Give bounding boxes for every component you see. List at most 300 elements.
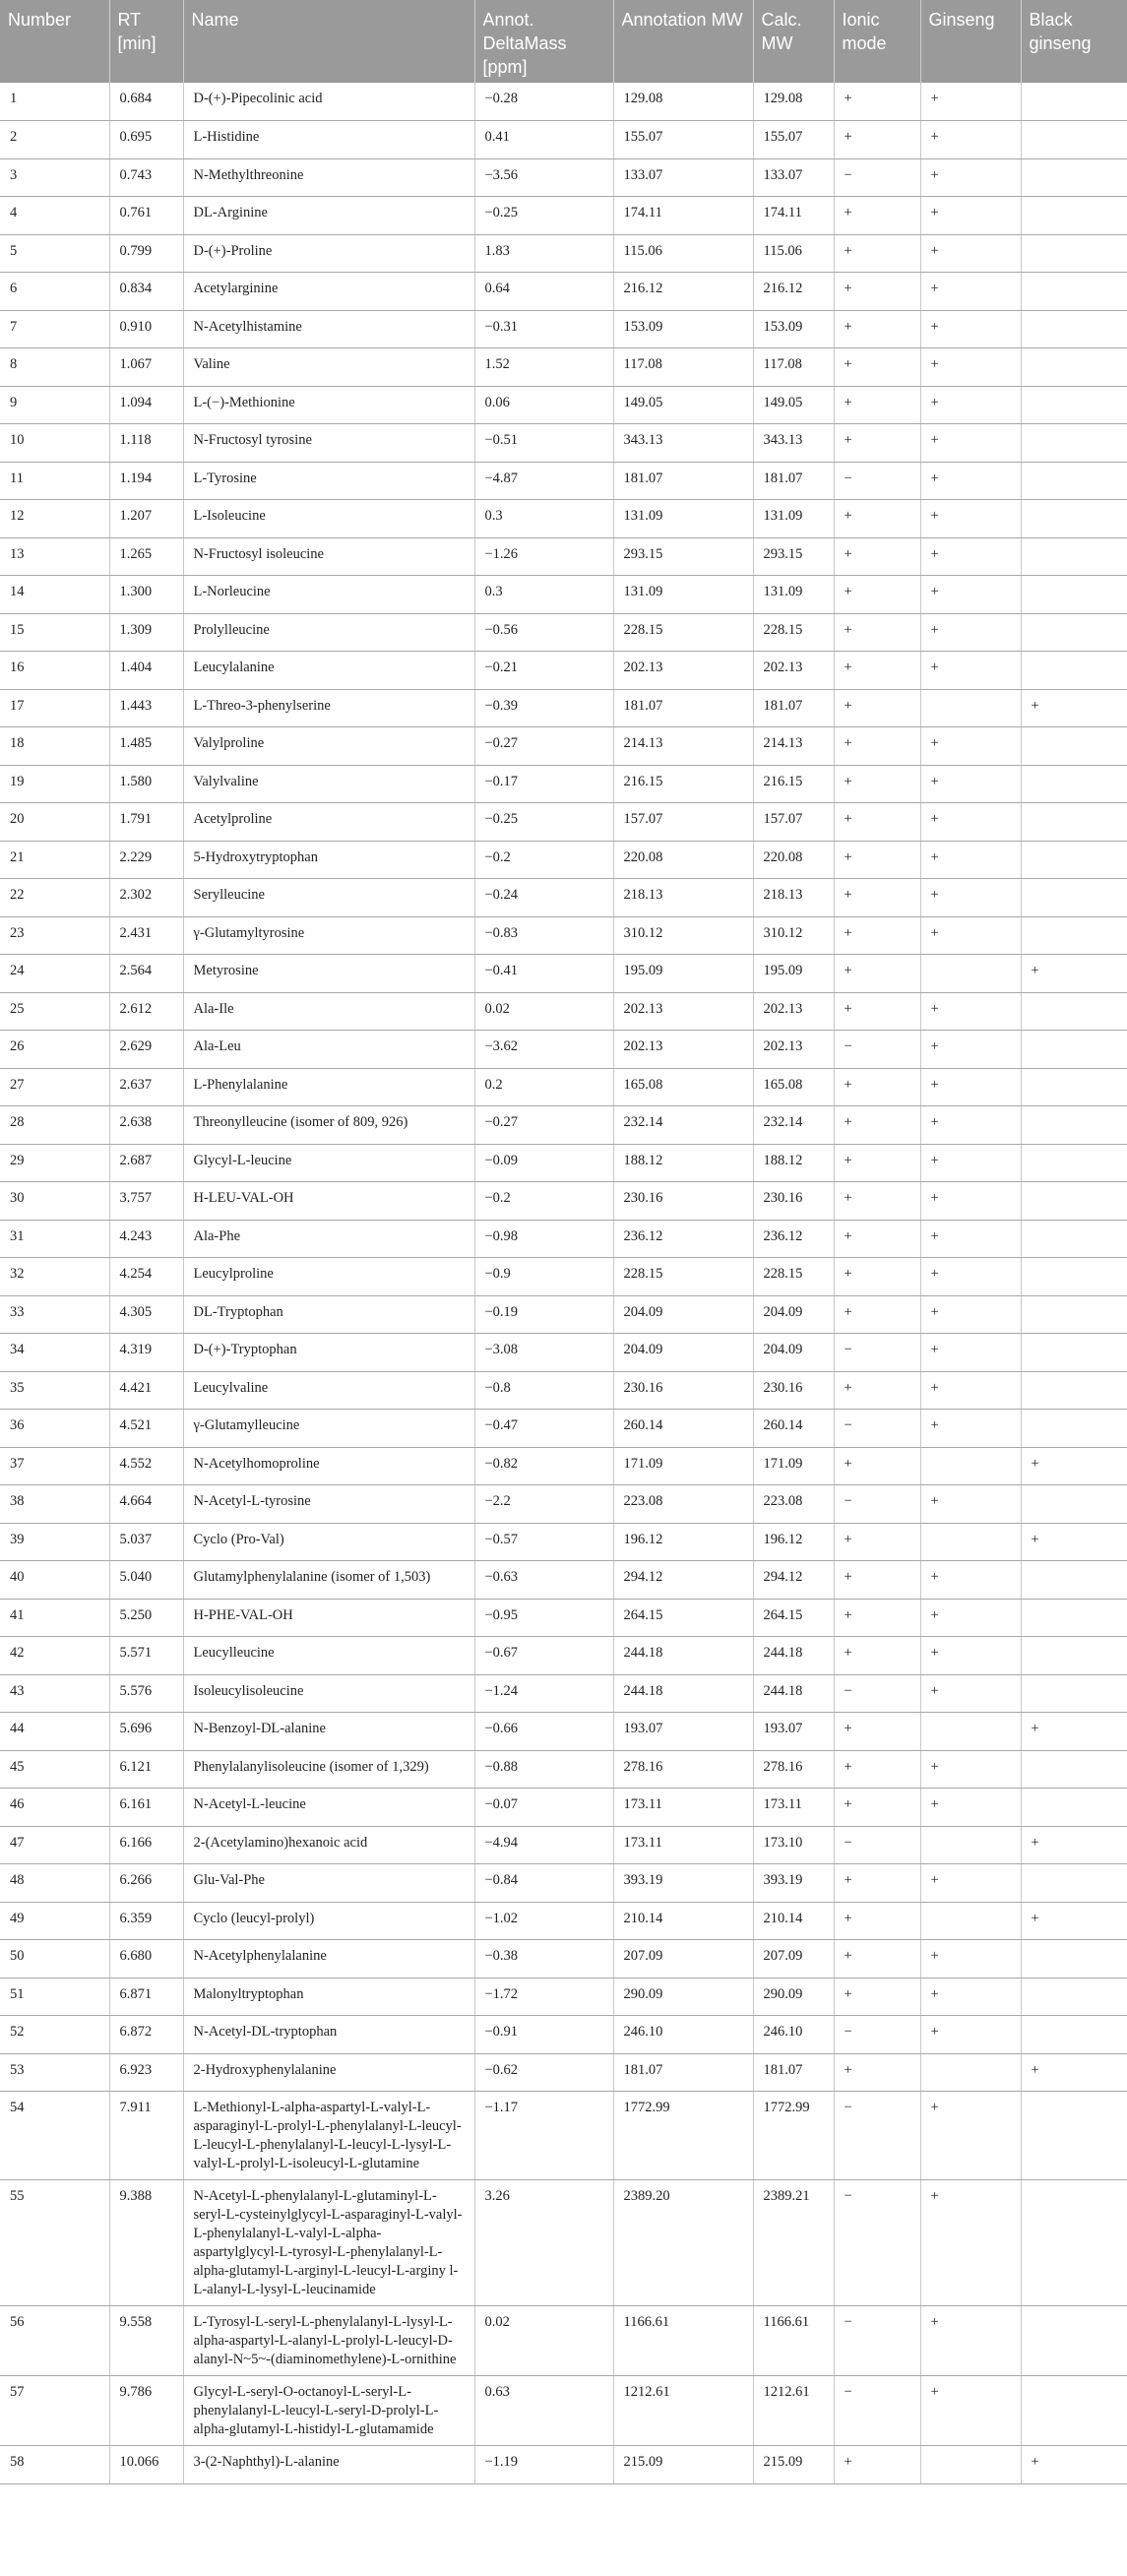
- cell-black: +: [1021, 1713, 1127, 1751]
- cell-ionic: +: [834, 1182, 920, 1221]
- cell-delta: −0.41: [474, 955, 613, 993]
- cell-black: +: [1021, 2446, 1127, 2484]
- table-row: [0, 537, 1127, 576]
- table-row: [0, 1674, 1127, 1713]
- cell-black: [1021, 879, 1127, 917]
- cell-name: Acetylarginine: [183, 273, 474, 311]
- cell-number: 35: [0, 1371, 109, 1410]
- cell-ginseng: +: [920, 386, 1021, 424]
- cell-ionic: +: [834, 1523, 920, 1561]
- cell-amw: 1212.61: [613, 2376, 753, 2446]
- cell-delta: −3.62: [474, 1031, 613, 1069]
- cell-black: +: [1021, 1523, 1127, 1561]
- column-header-delta: Annot. DeltaMass [ppm]: [474, 0, 613, 83]
- cell-amw: 181.07: [613, 462, 753, 500]
- cell-ionic: +: [834, 1258, 920, 1296]
- cell-delta: −1.72: [474, 1978, 613, 2016]
- cell-number: 15: [0, 613, 109, 652]
- cell-black: +: [1021, 2053, 1127, 2092]
- cell-cmw: 195.09: [753, 955, 834, 993]
- cell-delta: 0.2: [474, 1068, 613, 1106]
- cell-name: Serylleucine: [183, 879, 474, 917]
- cell-cmw: 181.07: [753, 2053, 834, 2092]
- cell-ginseng: +: [920, 348, 1021, 387]
- cell-delta: −0.25: [474, 197, 613, 235]
- cell-ginseng: +: [920, 1031, 1021, 1069]
- cell-amw: 174.11: [613, 197, 753, 235]
- cell-ginseng: +: [920, 652, 1021, 690]
- cell-ginseng: [920, 689, 1021, 727]
- cell-name: γ-Glutamyltyrosine: [183, 916, 474, 955]
- cell-delta: −0.21: [474, 652, 613, 690]
- cell-amw: 115.06: [613, 234, 753, 273]
- cell-cmw: 244.18: [753, 1674, 834, 1713]
- cell-black: +: [1021, 1826, 1127, 1864]
- cell-black: +: [1021, 1447, 1127, 1485]
- cell-number: 27: [0, 1068, 109, 1106]
- cell-cmw: 1166.61: [753, 2306, 834, 2376]
- table-row: [0, 879, 1127, 917]
- cell-name: D-(+)-Proline: [183, 234, 474, 273]
- cell-rt: 4.552: [109, 1447, 183, 1485]
- cell-ionic: +: [834, 1713, 920, 1751]
- cell-number: 50: [0, 1940, 109, 1979]
- cell-ionic: +: [834, 273, 920, 311]
- table-row: [0, 2053, 1127, 2092]
- cell-black: [1021, 273, 1127, 311]
- cell-number: 52: [0, 2016, 109, 2054]
- cell-rt: 5.250: [109, 1599, 183, 1637]
- table-row: [0, 1068, 1127, 1106]
- cell-black: [1021, 916, 1127, 955]
- column-header-black: Black ginseng: [1021, 0, 1127, 83]
- cell-name: N-Acetylphenylalanine: [183, 1940, 474, 1979]
- cell-ginseng: [920, 955, 1021, 993]
- cell-black: [1021, 2016, 1127, 2054]
- cell-delta: −0.2: [474, 1182, 613, 1221]
- cell-ginseng: +: [920, 2376, 1021, 2446]
- cell-rt: 5.037: [109, 1523, 183, 1561]
- cell-delta: 1.52: [474, 348, 613, 387]
- cell-ginseng: [920, 1713, 1021, 1751]
- cell-amw: 230.16: [613, 1182, 753, 1221]
- cell-black: [1021, 1031, 1127, 1069]
- table-body: [0, 83, 1127, 2483]
- cell-delta: −0.39: [474, 689, 613, 727]
- cell-amw: 246.10: [613, 2016, 753, 2054]
- cell-ginseng: +: [920, 1978, 1021, 2016]
- cell-number: 24: [0, 955, 109, 993]
- cell-rt: 6.121: [109, 1750, 183, 1789]
- cell-cmw: 343.13: [753, 424, 834, 463]
- cell-rt: 6.359: [109, 1902, 183, 1940]
- table-row: [0, 576, 1127, 614]
- cell-ginseng: +: [920, 2180, 1021, 2306]
- cell-name: Isoleucylisoleucine: [183, 1674, 474, 1713]
- cell-black: [1021, 1940, 1127, 1979]
- cell-name: Malonyltryptophan: [183, 1978, 474, 2016]
- cell-ginseng: +: [920, 613, 1021, 652]
- cell-rt: 10.066: [109, 2446, 183, 2484]
- cell-amw: 244.18: [613, 1674, 753, 1713]
- cell-black: [1021, 348, 1127, 387]
- cell-ionic: +: [834, 916, 920, 955]
- cell-name: N-Fructosyl isoleucine: [183, 537, 474, 576]
- cell-cmw: 236.12: [753, 1220, 834, 1258]
- cell-black: [1021, 1561, 1127, 1600]
- cell-cmw: 218.13: [753, 879, 834, 917]
- cell-black: [1021, 2376, 1127, 2446]
- cell-number: 19: [0, 765, 109, 803]
- cell-cmw: 174.11: [753, 197, 834, 235]
- table-row: [0, 424, 1127, 463]
- cell-name: Valylvaline: [183, 765, 474, 803]
- cell-delta: −0.51: [474, 424, 613, 463]
- table-row: [0, 1978, 1127, 2016]
- cell-cmw: 155.07: [753, 121, 834, 159]
- cell-name: L-(−)-Methionine: [183, 386, 474, 424]
- cell-cmw: 204.09: [753, 1295, 834, 1334]
- cell-amw: 202.13: [613, 1031, 753, 1069]
- cell-ionic: +: [834, 386, 920, 424]
- cell-ionic: −: [834, 2016, 920, 2054]
- cell-number: 10: [0, 424, 109, 463]
- cell-delta: −0.19: [474, 1295, 613, 1334]
- cell-delta: 1.83: [474, 234, 613, 273]
- cell-ionic: +: [834, 803, 920, 842]
- table-row: [0, 727, 1127, 766]
- cell-name: Ala-Leu: [183, 1031, 474, 1069]
- cell-ionic: +: [834, 1789, 920, 1827]
- cell-delta: 0.41: [474, 121, 613, 159]
- cell-rt: 1.118: [109, 424, 183, 463]
- cell-name: L-Isoleucine: [183, 500, 474, 538]
- cell-ginseng: +: [920, 576, 1021, 614]
- table-row: [0, 1410, 1127, 1448]
- cell-amw: 230.16: [613, 1371, 753, 1410]
- table-row: [0, 348, 1127, 387]
- cell-ginseng: [920, 2446, 1021, 2484]
- table-row: [0, 2016, 1127, 2054]
- cell-delta: −0.62: [474, 2053, 613, 2092]
- cell-ionic: +: [834, 613, 920, 652]
- cell-amw: 171.09: [613, 1447, 753, 1485]
- cell-number: 20: [0, 803, 109, 842]
- cell-rt: 4.319: [109, 1334, 183, 1372]
- column-header-ginseng: Ginseng: [920, 0, 1021, 83]
- cell-number: 43: [0, 1674, 109, 1713]
- cell-delta: 0.3: [474, 500, 613, 538]
- cell-ginseng: +: [920, 1106, 1021, 1145]
- cell-amw: 2389.20: [613, 2180, 753, 2306]
- cell-ginseng: +: [920, 727, 1021, 766]
- cell-delta: −0.27: [474, 1106, 613, 1145]
- table-row: [0, 1031, 1127, 1069]
- cell-number: 49: [0, 1902, 109, 1940]
- cell-amw: 244.18: [613, 1637, 753, 1675]
- table-row: [0, 1713, 1127, 1751]
- cell-cmw: 173.11: [753, 1789, 834, 1827]
- cell-name: Valylproline: [183, 727, 474, 766]
- cell-ionic: +: [834, 1106, 920, 1145]
- table-row: [0, 1599, 1127, 1637]
- cell-ginseng: +: [920, 121, 1021, 159]
- cell-number: 31: [0, 1220, 109, 1258]
- cell-name: Glu-Val-Phe: [183, 1864, 474, 1903]
- cell-ginseng: +: [920, 1940, 1021, 1979]
- cell-rt: 4.254: [109, 1258, 183, 1296]
- cell-rt: 0.761: [109, 197, 183, 235]
- cell-ionic: −: [834, 1410, 920, 1448]
- cell-cmw: 153.09: [753, 310, 834, 348]
- cell-black: +: [1021, 955, 1127, 993]
- cell-amw: 393.19: [613, 1864, 753, 1903]
- cell-delta: −0.98: [474, 1220, 613, 1258]
- cell-rt: 6.871: [109, 1978, 183, 2016]
- cell-delta: 3.26: [474, 2180, 613, 2306]
- cell-rt: 0.910: [109, 310, 183, 348]
- cell-ginseng: +: [920, 992, 1021, 1031]
- table-row: [0, 1144, 1127, 1182]
- cell-rt: 0.799: [109, 234, 183, 273]
- table-row: [0, 500, 1127, 538]
- cell-cmw: 1212.61: [753, 2376, 834, 2446]
- cell-ionic: +: [834, 1295, 920, 1334]
- table-row: [0, 1561, 1127, 1600]
- cell-delta: 0.02: [474, 2306, 613, 2376]
- cell-black: [1021, 1295, 1127, 1334]
- cell-number: 22: [0, 879, 109, 917]
- cell-delta: −1.17: [474, 2092, 613, 2180]
- cell-cmw: 310.12: [753, 916, 834, 955]
- cell-rt: 6.872: [109, 2016, 183, 2054]
- cell-number: 57: [0, 2376, 109, 2446]
- cell-black: [1021, 234, 1127, 273]
- cell-number: 9: [0, 386, 109, 424]
- cell-cmw: 117.08: [753, 348, 834, 387]
- cell-black: [1021, 462, 1127, 500]
- table-row: [0, 613, 1127, 652]
- cell-ginseng: +: [920, 879, 1021, 917]
- cell-cmw: 223.08: [753, 1485, 834, 1524]
- cell-number: 14: [0, 576, 109, 614]
- cell-ionic: +: [834, 234, 920, 273]
- cell-name: Acetylproline: [183, 803, 474, 842]
- cell-ginseng: +: [920, 1561, 1021, 1600]
- cell-ionic: −: [834, 2306, 920, 2376]
- cell-number: 4: [0, 197, 109, 235]
- cell-name: N-Acetyl-L-phenylalanyl-L-glutaminyl-L-seryl-L-cysteinylglycyl-L-asparaginyl-L-valyl-L-phenylalanyl-L-valyl-L-alpha-aspartylglycyl-L-tyrosyl-L-phenylalanyl-L-alpha-glutamyl-L-arginyl-L-leucyl-L-arginy l-L-alanyl-L-lysyl-L-leucinamide: [183, 2180, 474, 2306]
- cell-black: [1021, 1220, 1127, 1258]
- cell-ginseng: +: [920, 765, 1021, 803]
- cell-ginseng: +: [920, 1258, 1021, 1296]
- cell-ionic: +: [834, 1978, 920, 2016]
- cell-amw: 278.16: [613, 1750, 753, 1789]
- cell-rt: 1.265: [109, 537, 183, 576]
- cell-number: 23: [0, 916, 109, 955]
- cell-cmw: 204.09: [753, 1334, 834, 1372]
- cell-black: [1021, 1485, 1127, 1524]
- cell-ginseng: +: [920, 1182, 1021, 1221]
- cell-black: [1021, 1864, 1127, 1903]
- cell-black: [1021, 500, 1127, 538]
- cell-amw: 204.09: [613, 1334, 753, 1372]
- cell-cmw: 202.13: [753, 1031, 834, 1069]
- cell-delta: −0.91: [474, 2016, 613, 2054]
- cell-amw: 188.12: [613, 1144, 753, 1182]
- cell-number: 58: [0, 2446, 109, 2484]
- cell-ginseng: +: [920, 2016, 1021, 2054]
- cell-cmw: 157.07: [753, 803, 834, 842]
- cell-number: 7: [0, 310, 109, 348]
- cell-ginseng: +: [920, 234, 1021, 273]
- cell-name: 2-Hydroxyphenylalanine: [183, 2053, 474, 2092]
- cell-ginseng: [920, 1447, 1021, 1485]
- cell-cmw: 188.12: [753, 1144, 834, 1182]
- cell-number: 21: [0, 841, 109, 879]
- cell-black: [1021, 537, 1127, 576]
- cell-ginseng: +: [920, 1864, 1021, 1903]
- cell-amw: 202.13: [613, 992, 753, 1031]
- cell-rt: 1.791: [109, 803, 183, 842]
- cell-number: 30: [0, 1182, 109, 1221]
- cell-name: L-Histidine: [183, 121, 474, 159]
- cell-number: 45: [0, 1750, 109, 1789]
- cell-name: D-(+)-Pipecolinic acid: [183, 83, 474, 121]
- column-header-name: Name: [183, 0, 474, 83]
- cell-cmw: 244.18: [753, 1637, 834, 1675]
- cell-cmw: 293.15: [753, 537, 834, 576]
- table-row: [0, 1295, 1127, 1334]
- cell-cmw: 115.06: [753, 234, 834, 273]
- cell-ionic: +: [834, 83, 920, 121]
- cell-cmw: 232.14: [753, 1106, 834, 1145]
- table-row: [0, 955, 1127, 993]
- cell-name: N-Benzoyl-DL-alanine: [183, 1713, 474, 1751]
- cell-amw: 223.08: [613, 1485, 753, 1524]
- cell-number: 12: [0, 500, 109, 538]
- cell-delta: 0.3: [474, 576, 613, 614]
- cell-ionic: −: [834, 2376, 920, 2446]
- cell-amw: 173.11: [613, 1826, 753, 1864]
- table-row: [0, 1826, 1127, 1864]
- cell-number: 41: [0, 1599, 109, 1637]
- cell-black: [1021, 2092, 1127, 2180]
- cell-black: [1021, 576, 1127, 614]
- cell-black: [1021, 2180, 1127, 2306]
- cell-ginseng: +: [920, 310, 1021, 348]
- cell-name: 2-(Acetylamino)hexanoic acid: [183, 1826, 474, 1864]
- column-header-cmw: Calc. MW: [753, 0, 834, 83]
- cell-name: N-Acetyl-L-tyrosine: [183, 1485, 474, 1524]
- cell-rt: 0.695: [109, 121, 183, 159]
- cell-ionic: −: [834, 1485, 920, 1524]
- table-row: [0, 2376, 1127, 2446]
- cell-amw: 228.15: [613, 613, 753, 652]
- cell-rt: 4.664: [109, 1485, 183, 1524]
- cell-ionic: −: [834, 1674, 920, 1713]
- cell-rt: 4.243: [109, 1220, 183, 1258]
- table-row: [0, 1864, 1127, 1903]
- cell-name: D-(+)-Tryptophan: [183, 1334, 474, 1372]
- cell-rt: 1.067: [109, 348, 183, 387]
- cell-cmw: 216.12: [753, 273, 834, 311]
- cell-rt: 9.388: [109, 2180, 183, 2306]
- cell-ionic: +: [834, 2053, 920, 2092]
- cell-ginseng: +: [920, 1750, 1021, 1789]
- cell-number: 26: [0, 1031, 109, 1069]
- cell-delta: −0.2: [474, 841, 613, 879]
- column-header-number: Number: [0, 0, 109, 83]
- cell-rt: 2.229: [109, 841, 183, 879]
- cell-rt: 7.911: [109, 2092, 183, 2180]
- cell-name: γ-Glutamylleucine: [183, 1410, 474, 1448]
- cell-name: Leucylproline: [183, 1258, 474, 1296]
- cell-cmw: 214.13: [753, 727, 834, 766]
- cell-delta: −0.82: [474, 1447, 613, 1485]
- cell-ionic: +: [834, 1447, 920, 1485]
- cell-rt: 6.166: [109, 1826, 183, 1864]
- cell-rt: 1.094: [109, 386, 183, 424]
- table-row: [0, 1258, 1127, 1296]
- cell-ginseng: [920, 1902, 1021, 1940]
- cell-rt: 5.040: [109, 1561, 183, 1600]
- cell-black: [1021, 1750, 1127, 1789]
- cell-black: [1021, 83, 1127, 121]
- cell-ionic: −: [834, 462, 920, 500]
- cell-cmw: 149.05: [753, 386, 834, 424]
- cell-black: [1021, 1789, 1127, 1827]
- cell-black: [1021, 1674, 1127, 1713]
- cell-ionic: +: [834, 1940, 920, 1979]
- cell-delta: −0.27: [474, 727, 613, 766]
- cell-number: 54: [0, 2092, 109, 2180]
- table-row: [0, 2306, 1127, 2376]
- table-row: [0, 234, 1127, 273]
- cell-delta: −0.8: [474, 1371, 613, 1410]
- cell-rt: 0.743: [109, 158, 183, 197]
- cell-name: N-Fructosyl tyrosine: [183, 424, 474, 463]
- column-header-amw: Annotation MW: [613, 0, 753, 83]
- cell-ionic: +: [834, 841, 920, 879]
- cell-ionic: −: [834, 1031, 920, 1069]
- cell-ginseng: +: [920, 537, 1021, 576]
- table-row: [0, 1220, 1127, 1258]
- cell-delta: −1.26: [474, 537, 613, 576]
- cell-ionic: +: [834, 500, 920, 538]
- cell-name: Glycyl-L-seryl-O-octanoyl-L-seryl-L-phenylalanyl-L-leucyl-L-seryl-D-prolyl-L-alpha-glutamyl-L-histidyl-L-glutamamide: [183, 2376, 474, 2446]
- cell-cmw: 193.07: [753, 1713, 834, 1751]
- cell-name: N-Acetylhomoproline: [183, 1447, 474, 1485]
- cell-amw: 195.09: [613, 955, 753, 993]
- cell-delta: 0.06: [474, 386, 613, 424]
- cell-delta: −0.84: [474, 1864, 613, 1903]
- table-row: [0, 1485, 1127, 1524]
- cell-ionic: +: [834, 424, 920, 463]
- cell-cmw: 181.07: [753, 689, 834, 727]
- cell-black: [1021, 1068, 1127, 1106]
- cell-rt: 2.629: [109, 1031, 183, 1069]
- cell-amw: 133.07: [613, 158, 753, 197]
- cell-ionic: −: [834, 2092, 920, 2180]
- cell-ionic: +: [834, 1068, 920, 1106]
- cell-cmw: 278.16: [753, 1750, 834, 1789]
- table-row: [0, 1637, 1127, 1675]
- cell-black: [1021, 652, 1127, 690]
- cell-name: L-Norleucine: [183, 576, 474, 614]
- cell-ionic: −: [834, 158, 920, 197]
- cell-number: 36: [0, 1410, 109, 1448]
